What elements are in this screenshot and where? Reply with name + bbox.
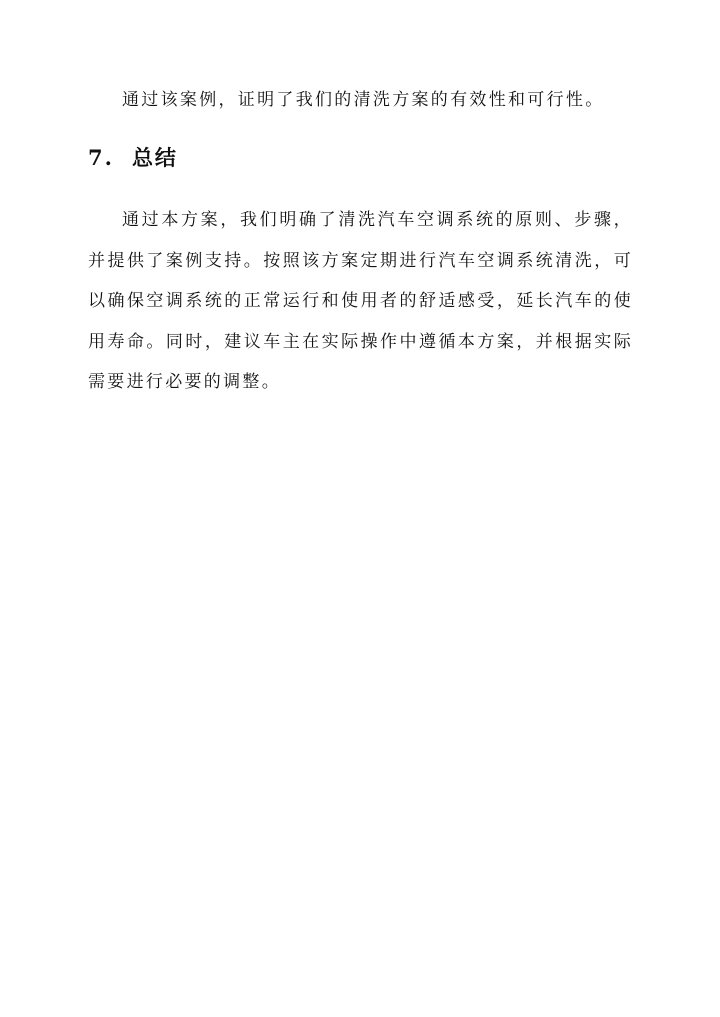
section-heading <box>88 140 178 176</box>
section-number: 7. <box>88 145 114 170</box>
summary-paragraph: 通过本方案，我们明确了清洗汽车空调系统的原则、步骤，并提供了案例支持。按照该方案定期进行汽车空调系统清洗，可以确保空调系统的正常运行和使用者的舒适感受，延长汽车的使用寿命。同时，建议车主在实际操作中遵循本方案，并根据实际需要进行必要的调整。 <box>88 210 633 392</box>
intro-paragraph: 通过该案例，证明了我们的清洗方案的有效性和可行性。 <box>122 90 605 110</box>
section-title: 总结 <box>131 145 178 170</box>
